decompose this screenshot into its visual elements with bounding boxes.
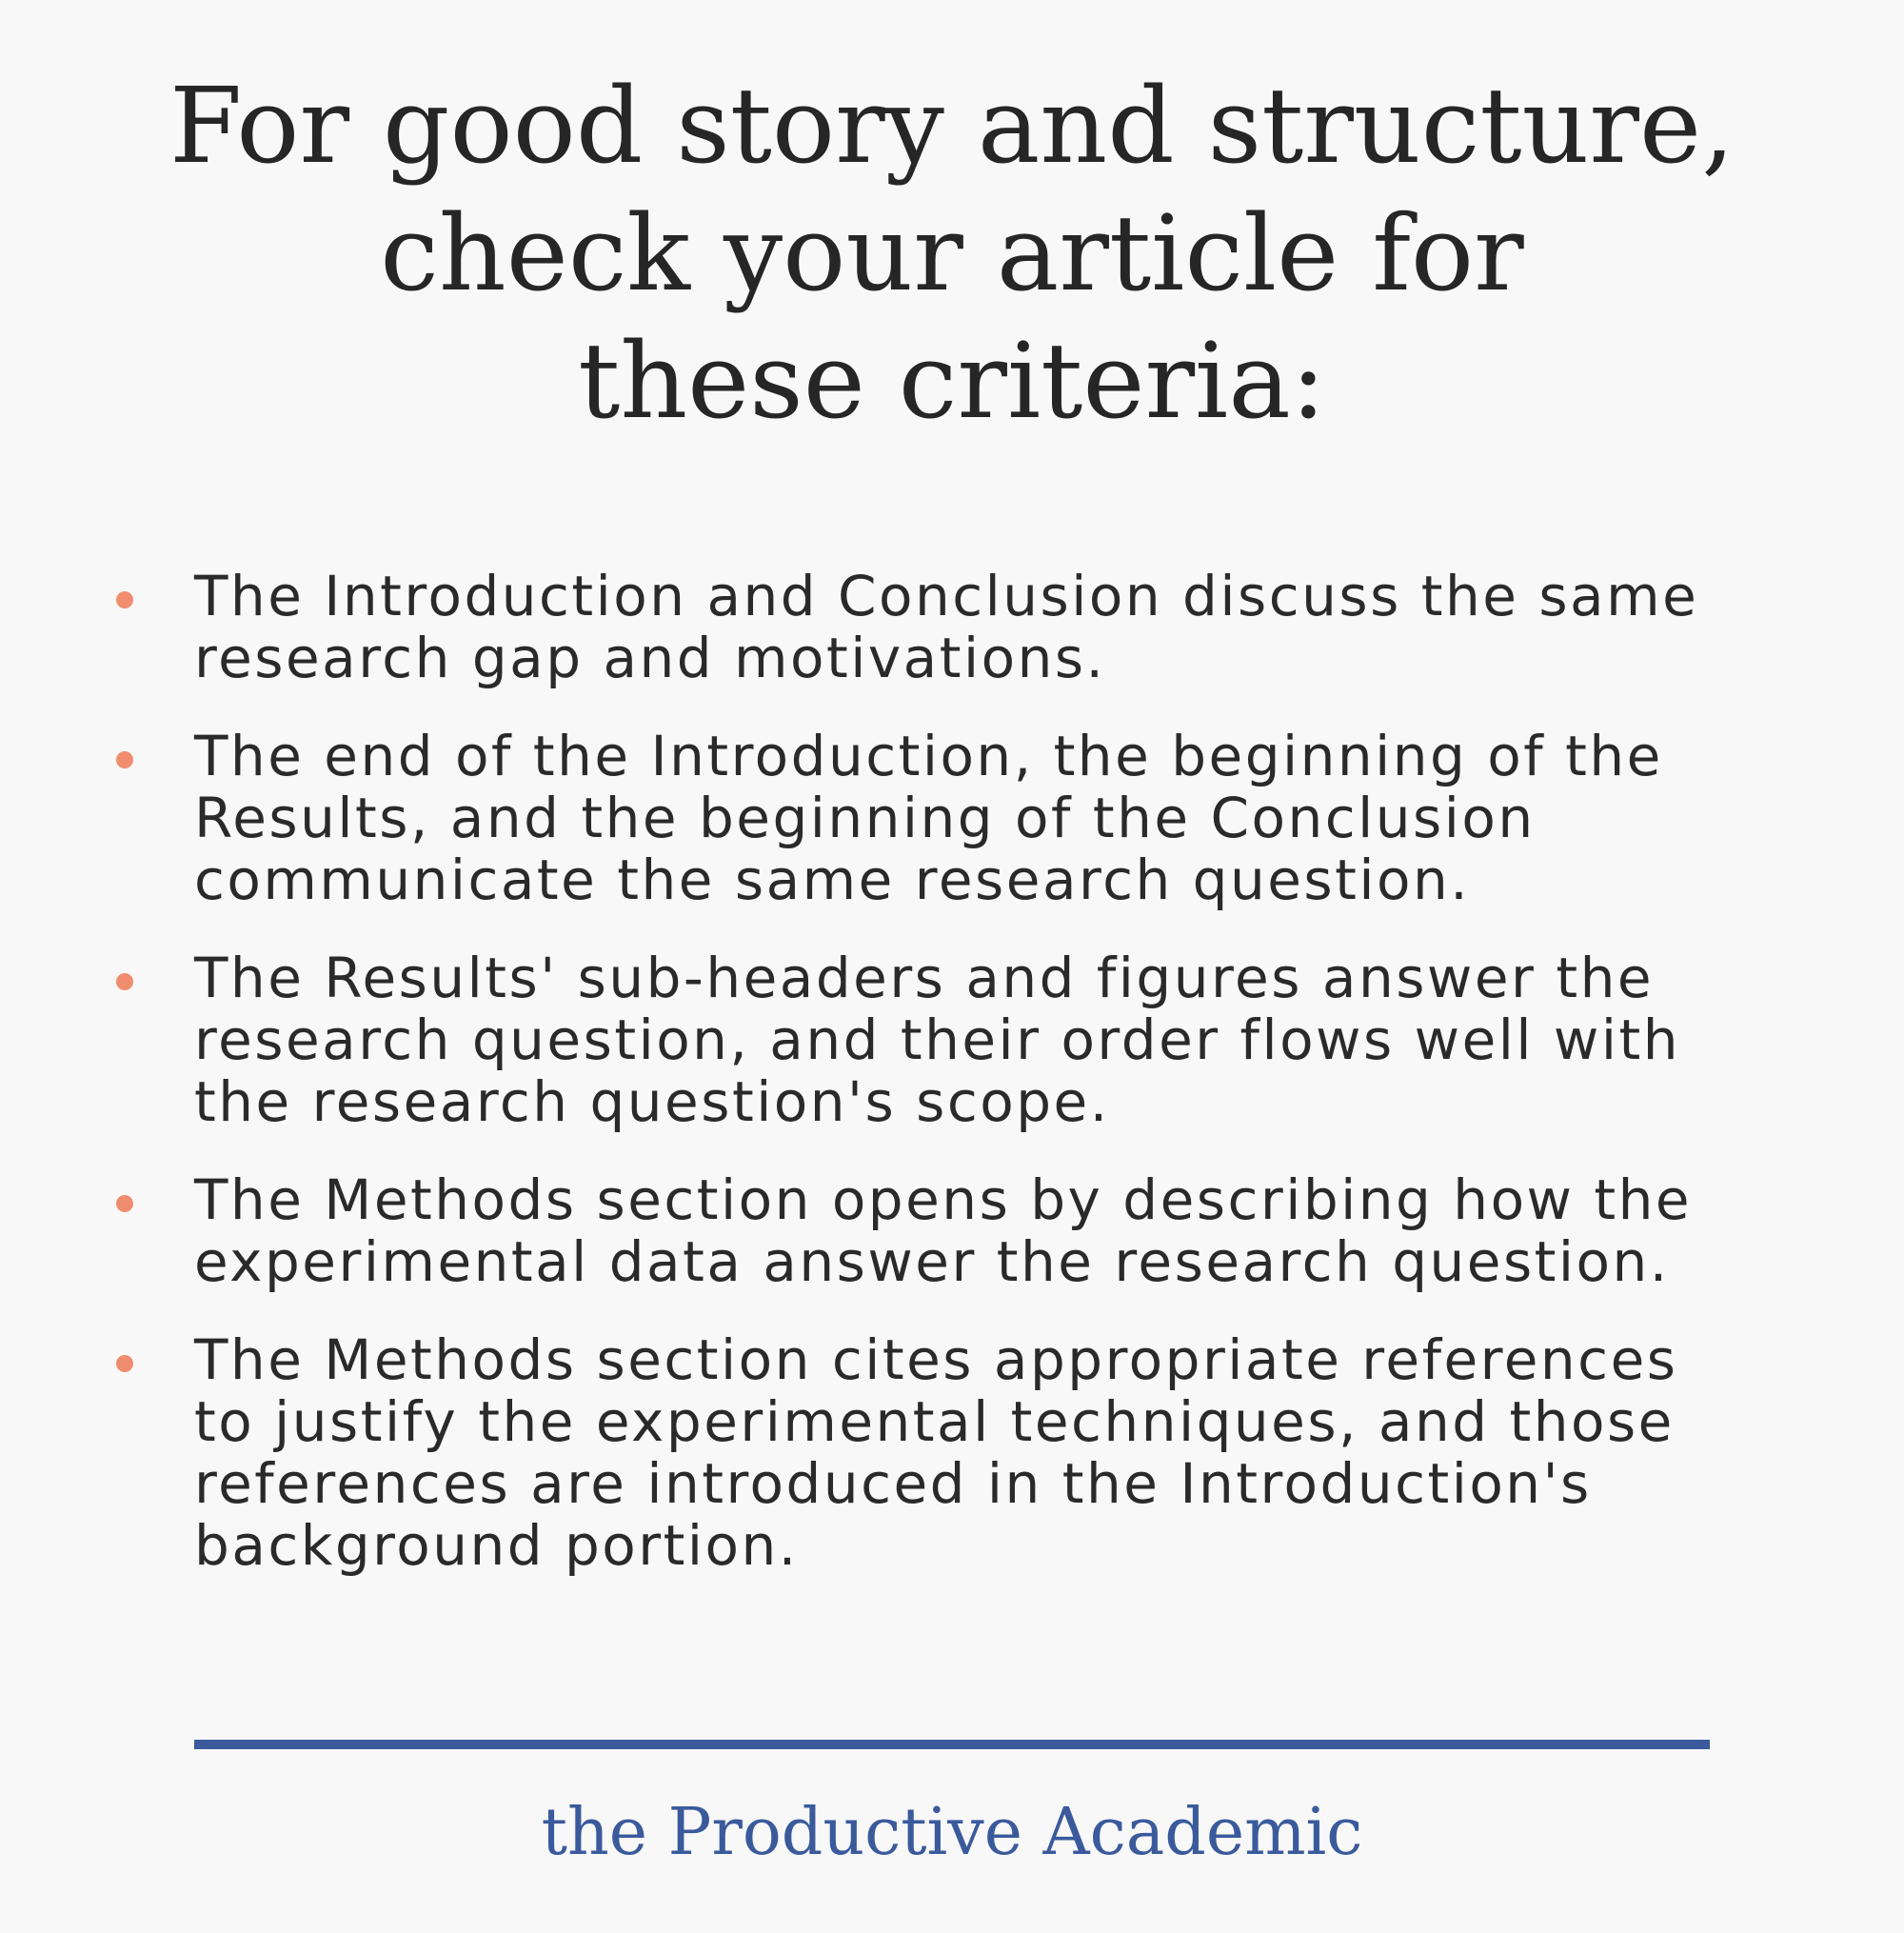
criterion-text: The Methods section cites appropriate references to justify the experimental techniques, and those references are introduced in the Introduction's background portion. [194, 1327, 1678, 1578]
bullet-dot-icon [116, 1195, 133, 1212]
criteria-list [0, 566, 1904, 1613]
title-line-3: these criteria: [578, 320, 1326, 442]
brand-name: the Productive Academic [541, 1795, 1363, 1870]
page-title [0, 62, 1904, 445]
criterion-text: The Results' sub-headers and figures answer the research question, and their order flows well with the research question's scope. [194, 946, 1680, 1134]
criterion-text: The Introduction and Conclusion discuss the same research gap and motivations. [194, 564, 1699, 690]
criterion-item [0, 1329, 1717, 1577]
bullet-dot-icon [116, 973, 133, 990]
criterion-item [0, 947, 1717, 1133]
bullet-dot-icon [116, 751, 133, 768]
bullet-dot-icon [116, 1355, 133, 1372]
footer-divider [194, 1740, 1710, 1749]
criterion-text: The end of the Introduction, the beginning of the Results, and the beginning of the Conclusion communicate the same research question. [194, 724, 1663, 912]
title-line-2: check your article for [380, 192, 1524, 314]
title-line-1: For good story and structure, [169, 65, 1735, 187]
criterion-item [0, 566, 1717, 689]
bullet-dot-icon [116, 591, 133, 608]
criterion-item [0, 726, 1717, 911]
criterion-item [0, 1169, 1717, 1293]
criterion-text: The Methods section opens by describing how the experimental data answer the research question. [194, 1167, 1693, 1294]
